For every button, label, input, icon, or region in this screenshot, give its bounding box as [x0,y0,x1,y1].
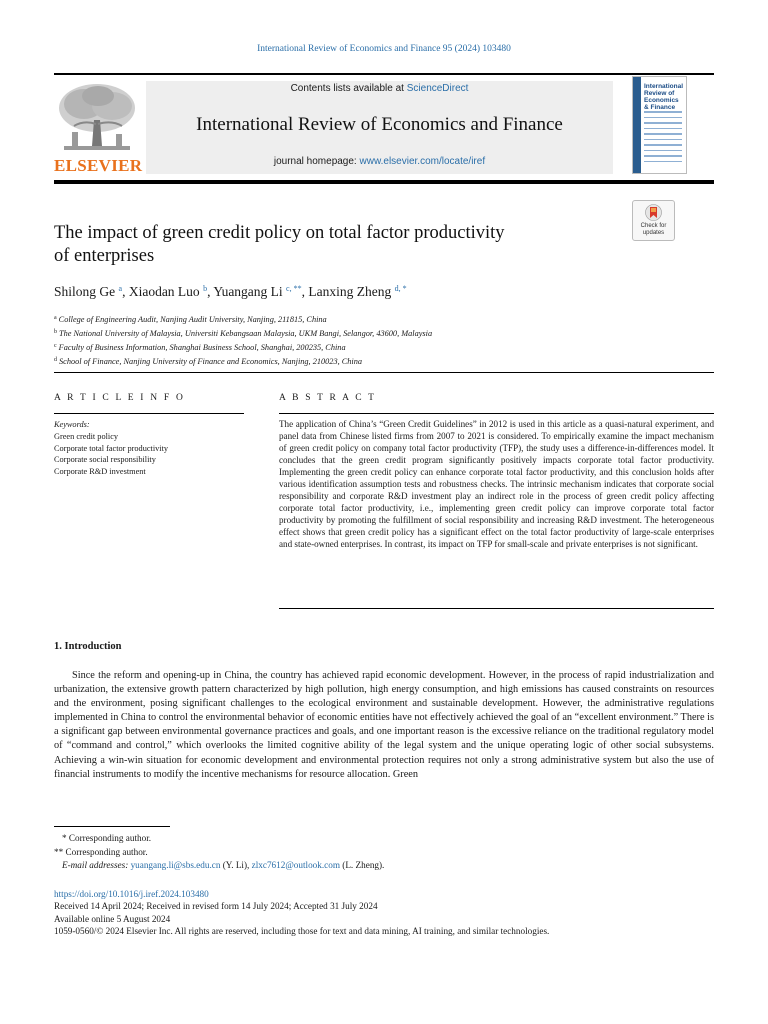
author-affil-marker[interactable]: a [118,284,123,293]
elsevier-wordmark: ELSEVIER [54,156,143,175]
keywords-block [54,419,244,478]
bookmark-check-icon [645,204,662,221]
contents-line [146,83,613,94]
cover-strip [633,77,641,173]
intro-paragraph: Since the reform and opening-up in China, the country has achieved rapid economic development. However, in the process of rapid industrialization and urbanization, the extensive growth pattern characterized by high pollution, high energy consumption, and high emissions has caused constraints on resources and the environment, posing significant challenges to the ecological environment and sustainable development. However, the administrative regulations implemented in China to control the environmental behavior of economic entities have not effectively achieved the goal of an “excellent environment.” There is a significant gap between environmental governance practices and goals, and one important reason is the excessive reliance on the traditional regulatory model of “command and control,” which overlooks the limited cognitive ability of the legal system and the unique operating logic of other social subsystems. Achieving a win-win situation for economic development and environmental protection requires not only a strong administrative system but also the use of financial instruments to modify the incentive mechanisms for resource allocation. Green [54,670,714,780]
email-label: E-mail addresses: [62,860,131,871]
author-affil-marker[interactable]: c, ** [286,284,302,293]
received-dates: Received 14 April 2024; Received in revised form 14 July 2024; Accepted 31 July 2024 [54,901,378,912]
homepage-line [146,156,613,167]
article-info-rule [54,413,244,414]
email-link-li[interactable]: yuangang.li@sbs.edu.cn [130,860,221,871]
keyword-item: Green credit policy [54,431,119,441]
section-rule-top [54,372,714,373]
abstract-text: The application of China’s “Green Credit Guidelines” in 2012 is used in this article as a quasi-natural experiment, and panel data from Chinese listed firms from 2007 to 2021 is considered. To empirically examine the impact mechanism of green credit policy on company total factor productivity (TFP), the study uses a difference-in-differences model. It concludes that the green credit program significantly positively impacts corporate total factor productivity. Implementing the green credit policy can enhance corporate total factor productivity, and this conclusion holds after various identification assumption tests and robustness checks. The intrinsic mechanism indicates that corporate social responsibility and corporate R&D investment play an indirect role in the process of green credit policy affecting corporate total factor productivity, i.e., implementing green credit policy can improve corporate total factor productivity by promoting the fulfillment of social responsibility and increasing R&D investment. The heterogeneous effect shows that green credit policy has a significant effect on the total factor productivity of large-scale enterprises and state-owned enterprises. In contrast, its impact on TFP for small-scale and private enterprises is not significant. [279,419,714,549]
author-separator: , [122,284,129,299]
abstract-rule [279,413,714,414]
abstract-heading: A B S T R A C T [279,393,377,403]
author-name[interactable]: Yuangang Li [213,284,283,299]
email-owner: (L. Zheng). [339,860,385,871]
introduction-body [54,669,714,782]
journal-citation-link[interactable]: International Review of Economics and Finance 95 (2024) 103480 [257,44,511,54]
doi-link[interactable]: https://doi.org/10.1016/j.iref.2024.103480 [54,889,209,899]
footnote-corresponding-1: * Corresponding author. [62,833,152,843]
publication-info [54,888,714,938]
keyword-item: Corporate R&D investment [54,467,146,477]
author-name[interactable]: Shilong Ge [54,284,116,299]
footnote-corresponding-2: ** Corresponding author. [54,846,148,857]
email-owner: (Y. Li), [220,860,252,871]
journal-homepage-link[interactable]: www.elsevier.com/locate/iref [359,156,486,167]
affiliation-item: $^d$ School of Finance, Nanjing University of Finance and Economics, Nanjing, 210023, China [54,357,363,366]
author-separator: , [301,284,309,299]
homepage-prefix: journal homepage: [273,156,360,167]
footnote-rule [54,826,170,827]
section-heading-introduction: 1. Introduction [54,641,122,652]
affiliation-item: $^a$ College of Engineering Audit, Nanjing Audit University, Nanjing, 211815, China [54,315,327,324]
article-title [54,222,614,268]
email-addresses [54,859,694,873]
article-info-heading: A R T I C L E I N F O [54,393,186,403]
author-affil-marker[interactable]: d, * [394,284,407,293]
masthead-top-rule [54,73,714,75]
author-list [54,284,654,300]
journal-title: International Review of Economics and Finance [196,114,563,135]
keyword-item: Corporate social responsibility [54,455,156,465]
author-affil-marker[interactable]: b [203,284,208,293]
affiliation-item: $^b$ The National University of Malaysia, Universiti Kebangsaan Malaysia, UKM Bangi, Selangor, 43600, Malaysia [54,329,433,338]
elsevier-logo [54,80,143,176]
footnotes [54,832,694,873]
contents-prefix: Contents lists available at [290,83,407,94]
author-separator: , [207,284,214,299]
journal-masthead [146,81,613,174]
check-for-updates-button[interactable] [632,200,675,241]
check-for-updates-label: Check for updates [640,223,667,236]
author-name[interactable]: Lanxing Zheng [308,284,392,299]
email-link-zheng[interactable]: zlxc7612@outlook.com [251,860,340,871]
keywords-label: Keywords: [54,420,90,429]
title-line-1: The impact of green credit policy on total factor productivity [54,223,505,243]
available-online: Available online 5 August 2024 [54,913,171,924]
masthead-bottom-rule [54,180,714,184]
author-name[interactable]: Xiaodan Luo [128,284,200,299]
copyright-line: 1059-0560/© 2024 Elsevier Inc. All rights are reserved, including those for text and data mining, AI training, and similar technologies. [54,926,550,937]
journal-cover-thumbnail[interactable] [632,76,687,174]
affiliation-item: $^c$ Faculty of Business Information, Shanghai Business School, Shanghai, 200235, China [54,343,346,352]
cover-title: International Review of Economics & Finance [644,83,684,111]
sciencedirect-link[interactable]: ScienceDirect [406,83,469,94]
elsevier-tree-icon [54,80,140,156]
affiliations [54,312,654,368]
title-line-2: of enterprises [54,246,155,266]
abstract-bottom-rule [279,608,714,609]
cover-lines [644,111,682,166]
keyword-item: Corporate total factor productivity [54,443,169,453]
